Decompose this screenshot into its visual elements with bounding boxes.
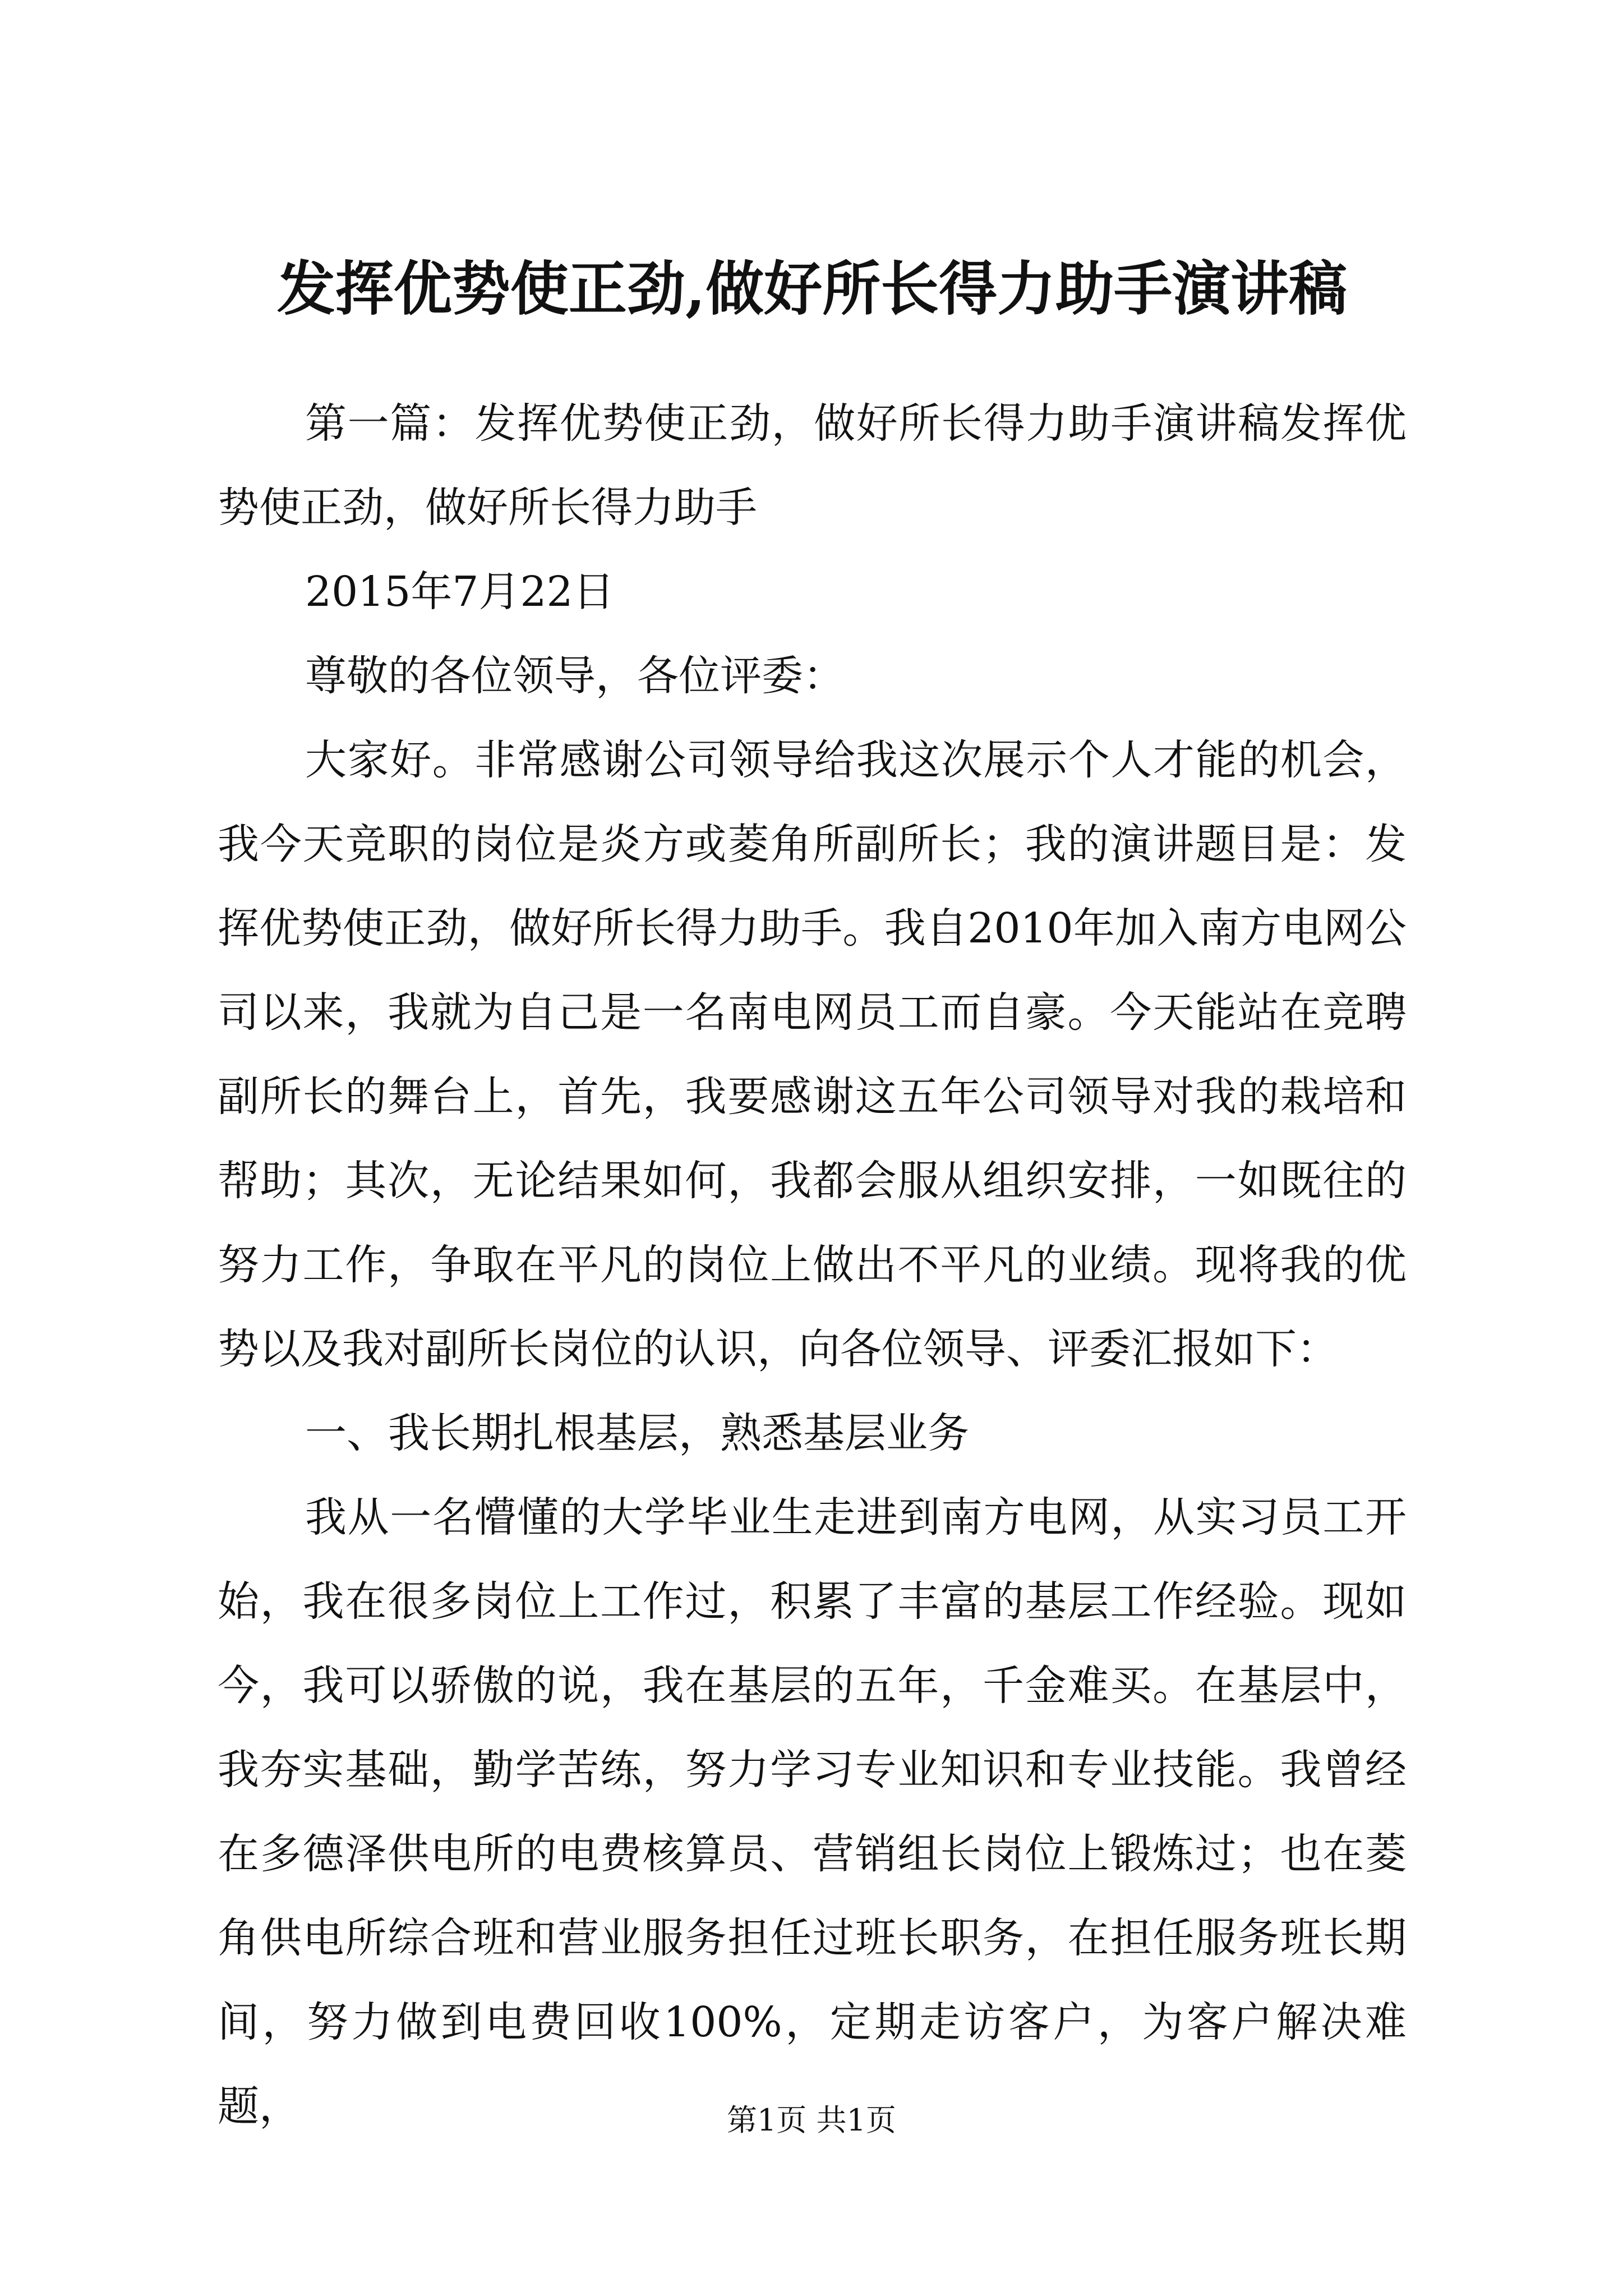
paragraph-opening: 大家好。非常感谢公司领导给我这次展示个人才能的机会，我今天竞职的岗位是炎方或菱角所副所长；我的演讲题目是：发挥优势使正劲，做好所长得力助手。我自2010年加入南方电网公司以来，我就为自己是一名南电网员工而自豪。今天能站在竞聘副所长的舞台上，首先，我要感谢这五年公司领导对我的栽培和帮助；其次，无论结果如何，我都会服从组织安排，一如既往的努力工作，争取在平凡的岗位上做出不平凡的业绩。现将我的优势以及我对副所长岗位的认识，向各位领导、评委汇报如下： xyxy=(218,736,1407,1373)
page-footer: 第1页 共1页 xyxy=(727,2102,896,2138)
paragraph-date: 2015年7月22日 xyxy=(305,568,615,616)
paragraph-intro: 第一篇：发挥优势使正劲，做好所长得力助手演讲稿发挥优势使正劲，做好所长得力助手 xyxy=(218,399,1407,532)
document-body xyxy=(218,381,1407,2148)
paragraph-section-1: 我从一名懵懂的大学毕业生走进到南方电网，从实习员工开始，我在很多岗位上工作过，积累了丰富的基层工作经验。现如今，我可以骄傲的说，我在基层的五年，千金难买。在基层中，我夯实基础，勤学苦练，努力学习专业知识和专业技能。我曾经在多德泽供电所的电费核算员、营销组长岗位上锻炼过；也在菱角供电所综合班和营业服务担任过班长职务，在担任服务班长期间，努力做到电费回收100%，定期走访客户，为客户解决难题， xyxy=(218,1493,1407,2131)
section-heading-1: 一、我长期扎根基层，熟悉基层业务 xyxy=(305,1409,969,1457)
paragraph-salutation: 尊敬的各位领导，各位评委： xyxy=(305,652,845,700)
document-title: 发挥优势使正劲,做好所长得力助手演讲稿 xyxy=(276,254,1348,323)
